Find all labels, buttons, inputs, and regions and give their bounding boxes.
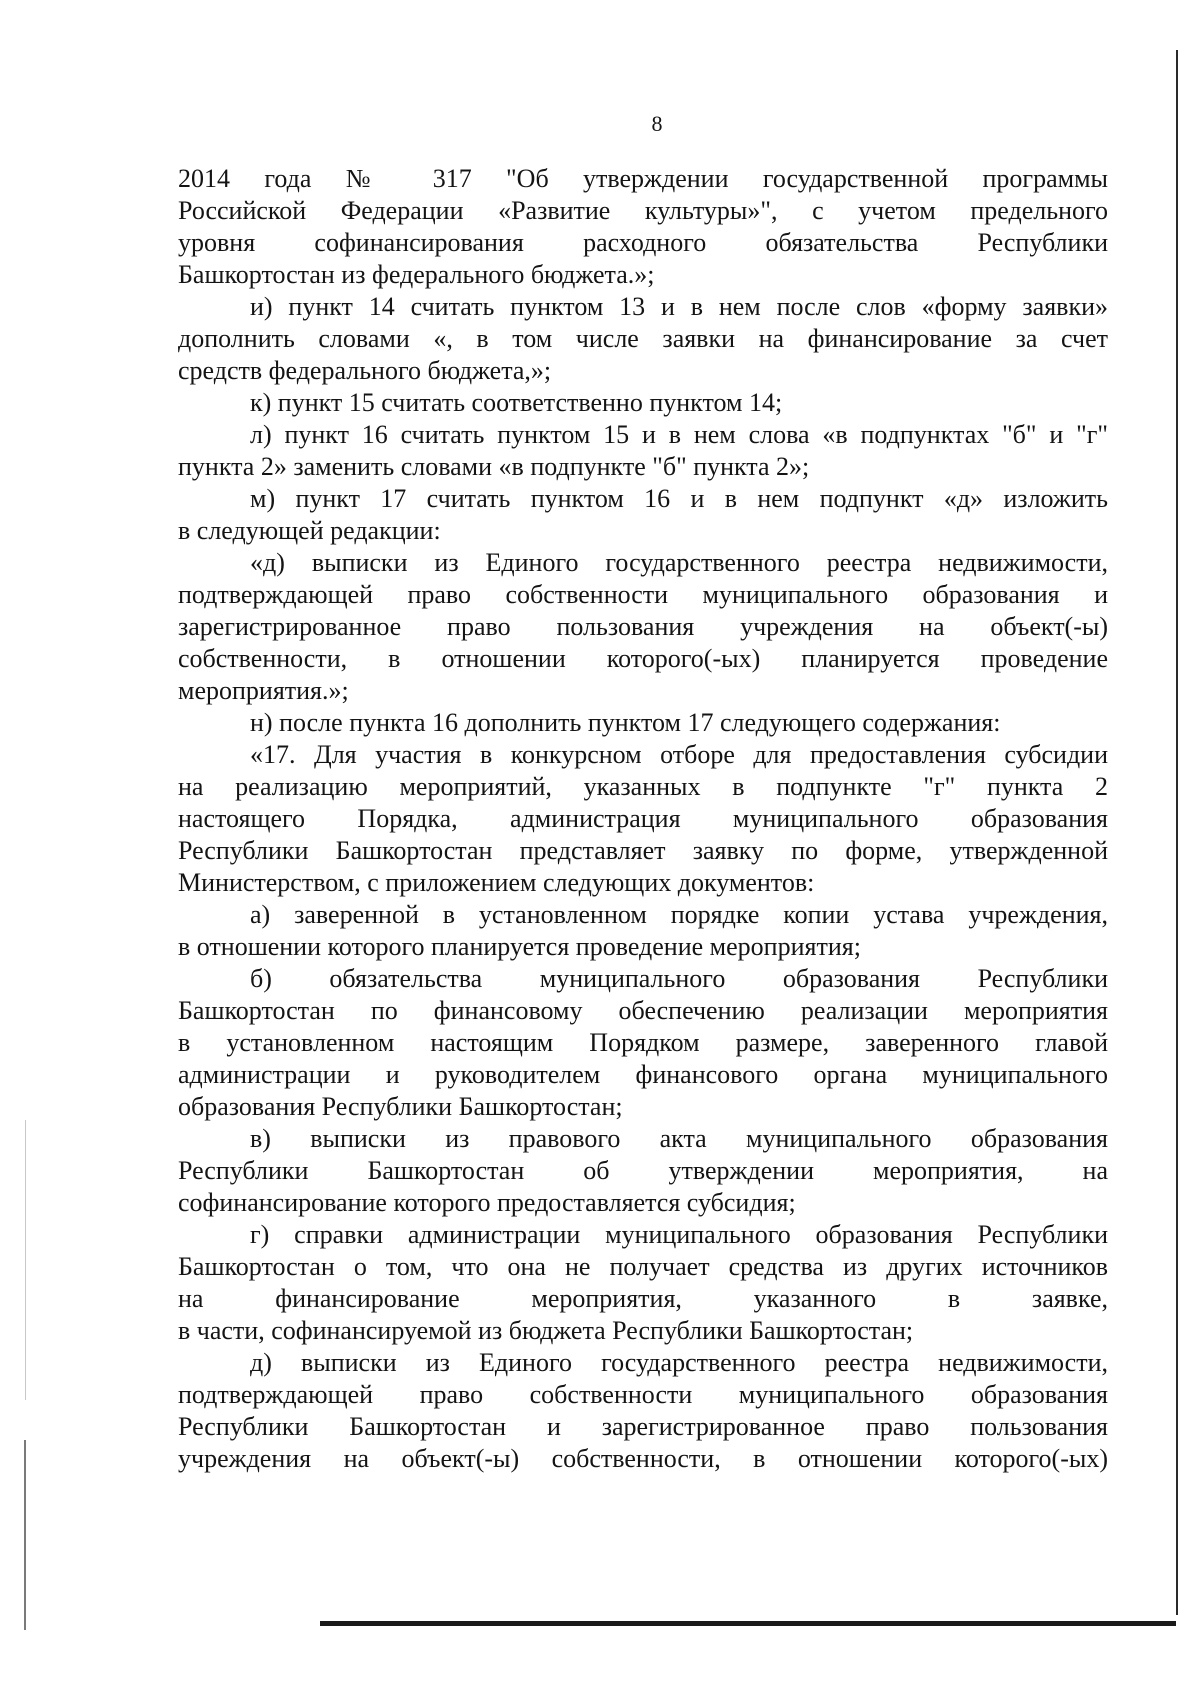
- text-line: Башкортостан о том, что она не получает средства из других источников: [178, 1252, 1108, 1281]
- scan-edge-left: [24, 1440, 26, 1630]
- text-line: настоящего Порядка, администрация муниципального образования: [178, 804, 1108, 833]
- text-line: б) обязательства муниципального образования Республики: [250, 964, 1108, 993]
- text-line: Министерством, с приложением следующих документов:: [178, 868, 815, 897]
- text-line: пункта 2» заменить словами «в подпункте "б" пункта 2»;: [178, 452, 810, 481]
- text-line: средств федерального бюджета,»;: [178, 356, 552, 385]
- scan-edge-right: [1176, 50, 1178, 1615]
- document-body: [178, 163, 1108, 1475]
- text-line: н) после пункта 16 дополнить пунктом 17 следующего содержания:: [250, 708, 1001, 737]
- text-line: к) пункт 15 считать соответственно пунктом 14;: [250, 388, 783, 417]
- text-line: дополнить словами «, в том числе заявки на финансирование за счет: [178, 324, 1108, 353]
- text-line: Республики Башкортостан и зарегистрированное право пользования: [178, 1412, 1108, 1441]
- text-line: Республики Башкортостан представляет заявку по форме, утвержденной: [178, 836, 1108, 865]
- text-line: мероприятия.»;: [178, 676, 349, 705]
- text-line: г) справки администрации муниципального образования Республики: [250, 1220, 1108, 1249]
- text-line: образования Республики Башкортостан;: [178, 1092, 623, 1121]
- text-line: уровня софинансирования расходного обязательства Республики: [178, 228, 1108, 257]
- text-line: в установленном настоящим Порядком размере, заверенного главой: [178, 1028, 1108, 1057]
- scan-edge-left-faint: [25, 1120, 26, 1400]
- text-line: м) пункт 17 считать пунктом 16 и в нем подпункт «д» изложить: [250, 484, 1108, 513]
- text-line: на реализацию мероприятий, указанных в подпункте "г" пункта 2: [178, 772, 1108, 801]
- text-line: и) пункт 14 считать пунктом 13 и в нем после слов «форму заявки»: [250, 292, 1108, 321]
- text-line: Башкортостан по финансовому обеспечению реализации мероприятия: [178, 996, 1108, 1025]
- text-line: Российской Федерации «Развитие культуры»", с учетом предельного: [178, 196, 1108, 225]
- text-line: учреждения на объект(-ы) собственности, в отношении которого(-ых): [178, 1444, 1108, 1473]
- text-line: в следующей редакции:: [178, 516, 441, 545]
- text-line: на финансирование мероприятия, указанного в заявке,: [178, 1284, 1108, 1313]
- text-line: д) выписки из Единого государственного реестра недвижимости,: [250, 1348, 1108, 1377]
- scan-edge-bottom: [320, 1621, 1176, 1626]
- text-line: а) заверенной в установленном порядке копии устава учреждения,: [250, 900, 1108, 929]
- text-line: «д) выписки из Единого государственного реестра недвижимости,: [250, 548, 1108, 577]
- text-line: подтверждающей право собственности муниципального образования: [178, 1380, 1108, 1409]
- text-line: зарегистрированное право пользования учреждения на объект(-ы): [178, 612, 1108, 641]
- text-line: Башкортостан из федерального бюджета.»;: [178, 260, 655, 289]
- text-line: администрации и руководителем финансового органа муниципального: [178, 1060, 1108, 1089]
- text-line: 2014 года № 317 "Об утверждении государственной программы: [178, 164, 1108, 193]
- page-number: 8: [651, 111, 663, 136]
- text-line: в части, софинансируемой из бюджета Республики Башкортостан;: [178, 1316, 914, 1345]
- text-line: л) пункт 16 считать пунктом 15 и в нем слова «в подпунктах "б" и "г": [250, 420, 1108, 449]
- text-line: в отношении которого планируется проведение мероприятия;: [178, 932, 861, 961]
- text-line: Республики Башкортостан об утверждении мероприятия, на: [178, 1156, 1108, 1185]
- text-line: собственности, в отношении которого(-ых) планируется проведение: [178, 644, 1108, 673]
- text-line: подтверждающей право собственности муниципального образования и: [178, 580, 1108, 609]
- text-line: в) выписки из правового акта муниципального образования: [250, 1124, 1108, 1153]
- text-line: софинансирование которого предоставляется субсидия;: [178, 1188, 796, 1217]
- text-line: «17. Для участия в конкурсном отборе для предоставления субсидии: [250, 740, 1108, 769]
